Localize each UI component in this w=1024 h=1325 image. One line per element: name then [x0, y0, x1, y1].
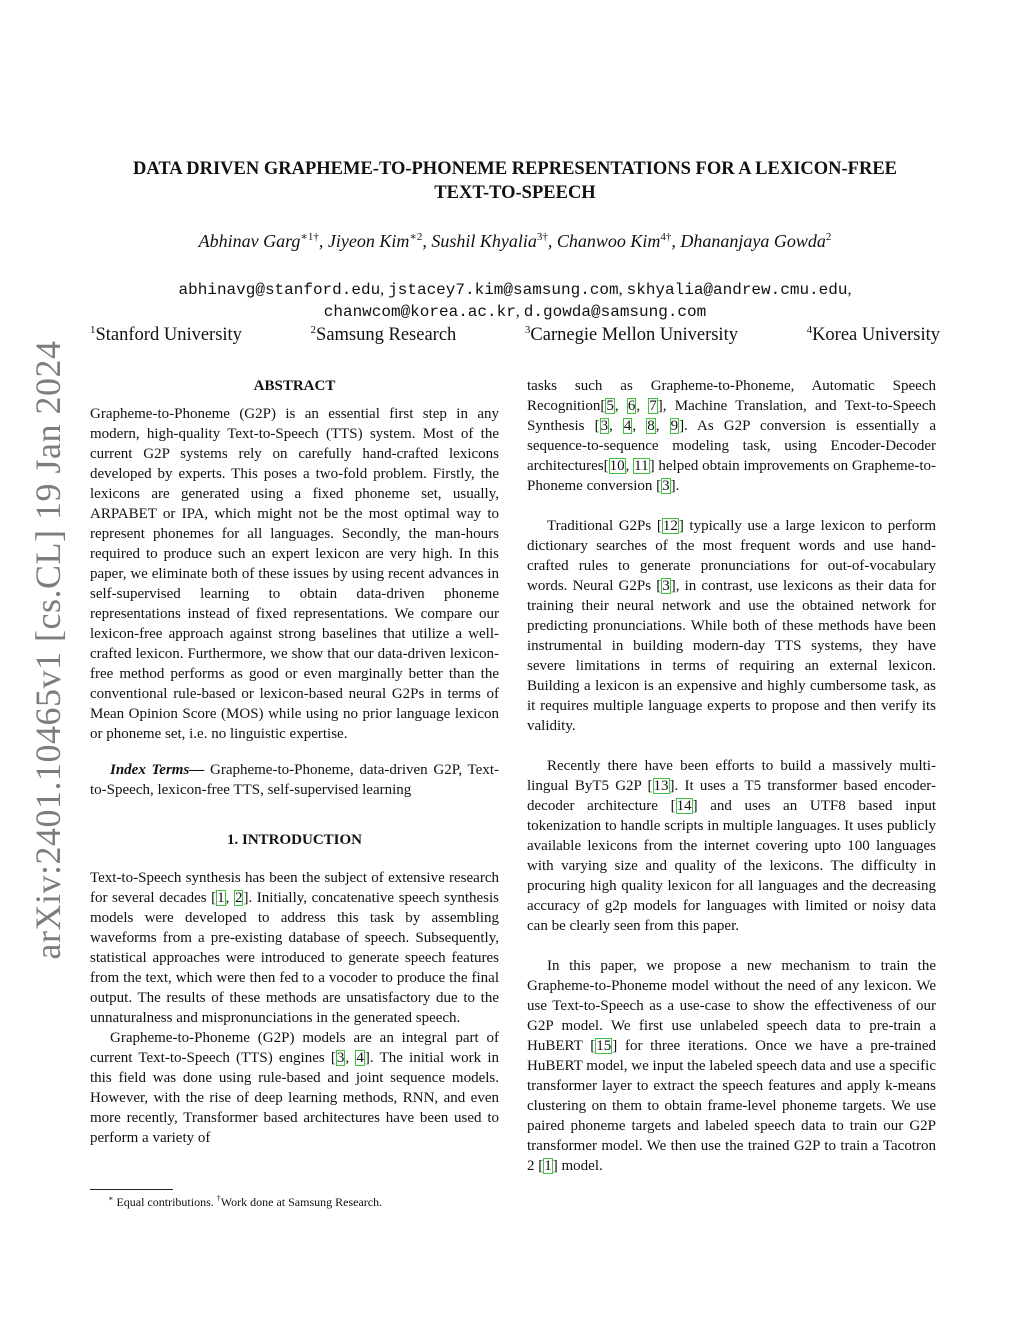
email-address[interactable]: d.gowda@samsung.com	[523, 303, 707, 321]
author-name: Jiyeon Kim	[327, 231, 410, 251]
affiliation: $^1$Stanford University	[90, 324, 242, 346]
citation-link[interactable]: 14	[676, 798, 692, 814]
citation-link[interactable]: 3	[336, 1050, 345, 1066]
citation-link[interactable]: 6	[627, 398, 636, 414]
abstract-text: Grapheme-to-Phoneme (G2P) is an essential first step in any modern, high-quality Text-to-Speech (TTS) system. Most of the current G2P systems rely on carefully hand-crafted lexicons developed by experts. This poses a two-fold problem. Firstly, the lexicons are generated using a fixed phoneme set, usually, ARPABET or IPA, which might not be the most optimal way to represent phonemes for all languages. Secondly, the man-hours required to produce such an expert lexicon are very high. In this paper, we eliminate both of these issues by using recent advances in self-supervised learning to obtain data-driven phoneme representations instead of fixed representations. We compare our lexicon-free approach against strong baselines that utilize a well-crafted lexicon. Furthermore, we show that our data-driven lexicon-free method performs as good or even marginally better than the conventional rule-based or lexicon-based neural G2Ps in terms of Mean Opinion Score (MOS) while using no prior language lexicon or phoneme set, i.e. no linguistic expertise.	[90, 406, 499, 742]
citation-link[interactable]: 2	[234, 890, 243, 906]
citation-link[interactable]: 9	[670, 418, 679, 434]
citation-link[interactable]: 4	[356, 1050, 364, 1066]
citation-link[interactable]: 8	[647, 418, 655, 434]
author-name: Dhananjaya Gowda	[680, 231, 826, 251]
abstract-heading: ABSTRACT	[253, 378, 336, 394]
citation-link[interactable]: 3	[662, 478, 670, 494]
author-name: Chanwoo Kim	[556, 231, 661, 251]
citation-link[interactable]: 10	[609, 458, 625, 474]
author-mark: 2	[825, 231, 832, 243]
intro-paragraph-2: Grapheme-to-Phoneme (G2P) models are an integral part of current Text-to-Speech (TTS) engines [3, 4]. The initial work in this field was done using rule-based and joint sequence models. However, with the rise of deep learning methods, RNN, and even more recently, Transformer based architectures have been used to perform a variety of	[90, 1030, 500, 1146]
footnote-rule	[90, 1189, 173, 1190]
title-line-1: DATA DRIVEN GRAPHEME-TO-PHONEME REPRESENTATIONS FOR A LEXICON-FREE	[132, 159, 898, 179]
email-address[interactable]: skhyalia@andrew.cmu.edu	[626, 281, 848, 299]
email-list: abhinavg@stanford.edu, jstacey7.kim@samsung.com, skhyalia@andrew.cmu.edu, chanwcom@korea.ac.kr, d.gowda@samsung.com	[178, 281, 852, 321]
intro-paragraph-6: In this paper, we propose a new mechanism to train the Grapheme-to-Phoneme model without the need of any lexicon. We use Text-to-Speech as a use-case to show the effectiveness of our G2P model. We first use unlabeled speech data to pre-train a HuBERT [15] for three iterations. Once we have a pre-trained HuBERT model, we input the labeled speech data and use a specific transformer layer to extract the speech features and apply k-means clustering on them to obtain frame-level phoneme targets. We use paired phoneme targets and labeled speech data to train our G2P transformer model. We then use the trained G2P to train a Tacotron 2 [1] model.	[527, 958, 937, 1174]
intro-paragraph-5: Recently there have been efforts to build a massively multi-lingual ByT5 G2P [13]. It uses a T5 transformer based encoder-decoder architecture [14] and uses an UTF8 based input tokenization to handle scripts in multiple languages. It uses publicly available lexicons from the internet covering upto 100 languages with varying size and quality of the lexicons. The difficulty in procuring high quality lexicon for all languages and the decreasing accuracy of g2p models for languages with limited or noisy data can be clearly seen from this paper.	[527, 758, 937, 934]
citation-link[interactable]: 12	[662, 518, 678, 534]
affiliation-list	[90, 324, 940, 346]
email-address[interactable]: chanwcom@korea.ac.kr	[323, 303, 516, 321]
citation-link[interactable]: 3	[600, 418, 609, 434]
author-name: Abhinav Garg	[198, 231, 301, 251]
left-column	[90, 376, 499, 1148]
index-terms	[90, 760, 499, 800]
affiliation: $^4$Korea University	[806, 324, 940, 346]
author-mark: 4†	[660, 231, 672, 243]
arxiv-identifier-sidebar: arXiv:2401.10465v1 [cs.CL] 19 Jan 2024	[28, 340, 68, 960]
email-address[interactable]: abhinavg@stanford.edu	[178, 281, 381, 299]
author-name: Sushil Khyalia	[431, 231, 537, 251]
right-column	[527, 376, 936, 1176]
citation-link[interactable]: 13	[653, 778, 669, 794]
intro-paragraph-3: tasks such as Grapheme-to-Phoneme, Automatic Speech Recognition[5, 6, 7], Machine Translation, and Text-to-Speech Synthesis [3, 4, 8, 9]. As G2P conversion is essentially a sequence-to-sequence modeling task, using Encoder-Decoder architectures[10, 11] helped obtain improvements on Grapheme-to-Phoneme conversion [3].	[527, 378, 937, 494]
index-terms-text: Grapheme-to-Phoneme, data-driven G2P, Text-to-Speech, lexicon-free TTS, self-supervised learning	[90, 762, 499, 798]
affiliation: $^2$Samsung Research	[310, 324, 457, 346]
intro-paragraph-4: Traditional G2Ps [12] typically use a large lexicon to perform dictionary searches of the most frequent words and use hand-crafted rules to generate pronunciations for out-of-vocabulary words. Neural G2Ps [3], in contrast, use lexicons as their data for training their neural network and use the obtained network for predicting pronunciations. While both of these methods have been instrumental in building modern-day TTS systems, they have severe limitations in terms of requiring an external lexicon. Building a lexicon is an expensive and highly cumbersome task, as it requires multiple language experts to propose and then verify its validity.	[527, 518, 937, 734]
citation-link[interactable]: 4	[623, 418, 632, 434]
citation-link[interactable]: 1	[217, 890, 225, 906]
intro-paragraph-1: Text-to-Speech synthesis has been the subject of extensive research for several decades [1, 2]. Initially, concatenative speech synthesis models were developed to address this task by assembling waveforms from a pre-existing database of speech. Subsequently, statistical approaches were introduced to generate speech features from the text, which were then fed to a vocoder to produce the final output. The results of these methods are unsatisfactory due to the unnaturalness and mispronunciations in the generated speech.	[90, 870, 500, 1026]
paper-title	[90, 157, 940, 205]
introduction-heading: 1. INTRODUCTION	[226, 832, 362, 848]
citation-link[interactable]: 1	[544, 1158, 552, 1174]
author-mark: ∗2	[409, 231, 423, 243]
email-address[interactable]: jstacey7.kim@samsung.com	[388, 281, 619, 299]
citation-link[interactable]: 15	[596, 1038, 612, 1054]
citation-link[interactable]: 5	[606, 398, 614, 414]
author-mark: 3†	[536, 231, 548, 243]
affiliation: $^3$Carnegie Mellon University	[524, 324, 738, 346]
citation-link[interactable]: 7	[649, 398, 657, 414]
author-mark: ∗1†	[300, 231, 319, 243]
title-line-2: TEXT-TO-SPEECH	[434, 183, 596, 203]
author-list: Abhinav Garg$^{∗1\dagger}$, Jiyeon Kim$^{∗2}$, Sushil Khyalia$^{3\dagger}$, Chanwoo Kim$^{4\dagger}$, Dhananjaya Gowda$^2$	[198, 231, 832, 251]
index-terms-label: Index Terms—	[110, 762, 205, 778]
footnote: ∗ Equal contributions. †Work done at Samsung Research.	[108, 1194, 383, 1209]
citation-link[interactable]: 3	[662, 578, 670, 594]
citation-link[interactable]: 11	[634, 458, 649, 474]
